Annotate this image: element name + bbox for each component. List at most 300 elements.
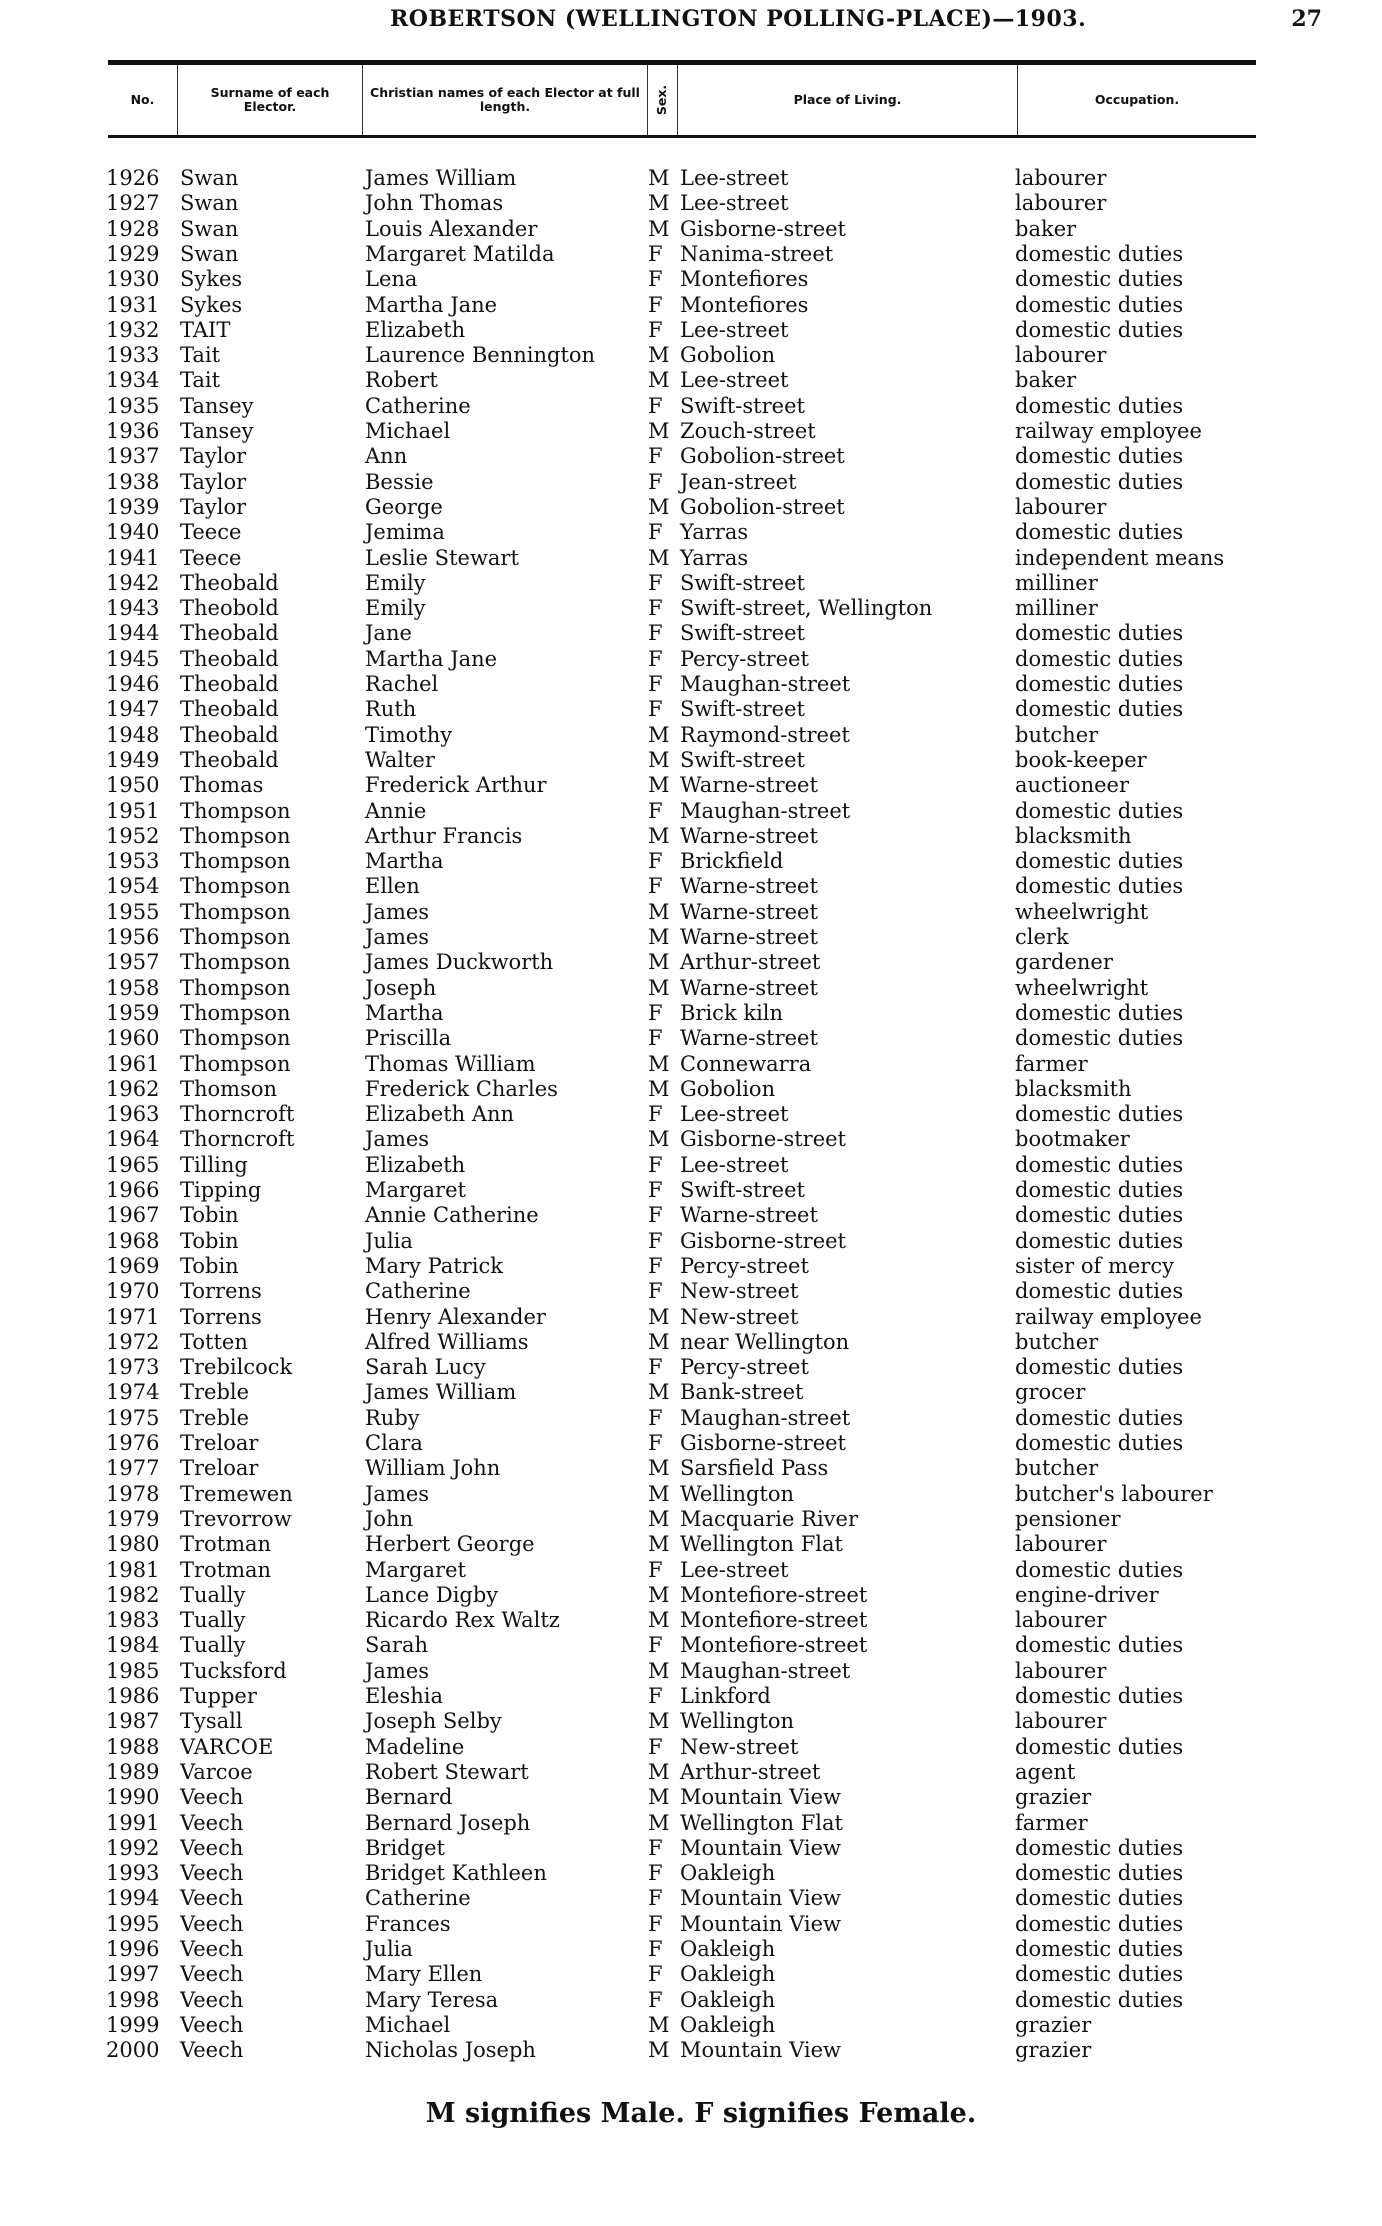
place-of-living: Percy-street [680, 1253, 809, 1278]
surname: Thompson [180, 950, 291, 975]
sex: F [648, 267, 663, 292]
occupation: domestic duties [1015, 1405, 1184, 1430]
table-row [0, 1178, 1382, 1203]
occupation: domestic duties [1015, 1203, 1184, 1228]
christian-names: Alfred Williams [365, 1329, 529, 1354]
sex: F [648, 1102, 663, 1127]
occupation: domestic duties [1015, 292, 1184, 317]
table-row [0, 1735, 1382, 1760]
christian-names: Margaret [365, 1557, 466, 1582]
table-row [0, 1001, 1382, 1026]
surname: Thompson [180, 1026, 291, 1051]
occupation: grazier [1015, 2012, 1092, 2037]
table-row [0, 267, 1382, 292]
christian-names: Lance Digby [365, 1582, 499, 1607]
surname: Teece [180, 520, 242, 545]
surname: Taylor [180, 444, 247, 469]
place-of-living: Brick kiln [680, 1000, 784, 1025]
sex: F [648, 1557, 663, 1582]
occupation: domestic duties [1015, 1102, 1184, 1127]
place-of-living: Montefiores [680, 292, 809, 317]
occupation: gardener [1015, 950, 1113, 975]
table-row [0, 1077, 1382, 1102]
occupation: domestic duties [1015, 1557, 1184, 1582]
christian-names: James William [365, 166, 517, 190]
sex: M [648, 545, 670, 570]
place-of-living: Warne-street [680, 899, 818, 924]
occupation: railway employee [1015, 1304, 1202, 1329]
place-of-living: Lee-street [680, 191, 789, 216]
place-of-living: Lee-street [680, 317, 789, 342]
elector-number: 1999 [106, 2012, 160, 2037]
elector-number: 1988 [106, 1734, 160, 1759]
table-row [0, 925, 1382, 950]
table-row [0, 1127, 1382, 1152]
surname: Theobald [180, 621, 279, 646]
surname: Theobald [180, 672, 279, 696]
table-row [0, 444, 1382, 469]
place-of-living: Lee-street [680, 1152, 789, 1177]
surname: Thompson [180, 874, 291, 899]
occupation: labourer [1015, 1608, 1107, 1633]
sex: M [648, 823, 670, 848]
table-row [0, 1254, 1382, 1279]
christian-names: Leslie Stewart [365, 545, 519, 570]
table-row [0, 1709, 1382, 1734]
elector-number: 1969 [106, 1253, 160, 1278]
table-row [0, 1431, 1382, 1456]
table-row [0, 1836, 1382, 1861]
occupation: butcher [1015, 1456, 1099, 1481]
elector-number: 1974 [106, 1380, 160, 1405]
christian-names: Elizabeth [365, 1152, 466, 1177]
occupation: domestic duties [1015, 267, 1184, 292]
occupation: labourer [1015, 494, 1107, 519]
surname: Swan [180, 166, 239, 190]
sex: M [648, 368, 670, 393]
sex: M [648, 1810, 670, 1835]
occupation: domestic duties [1015, 444, 1184, 469]
place-of-living: Bank-street [680, 1380, 804, 1405]
surname: Treloar [180, 1456, 259, 1481]
place-of-living: Macquarie River [680, 1506, 858, 1531]
christian-names: Margaret Matilda [365, 241, 555, 266]
elector-number: 1937 [106, 444, 160, 469]
christian-names: Catherine [365, 1279, 471, 1304]
surname: Sykes [180, 267, 243, 292]
elector-number: 1959 [106, 1000, 160, 1025]
table-row [0, 495, 1382, 520]
christian-names: Jemima [365, 520, 445, 545]
christian-names: Rachel [365, 672, 439, 696]
surname: Treble [180, 1380, 250, 1405]
christian-names: Robert [365, 368, 438, 393]
surname: Theobold [180, 596, 279, 621]
surname: Tobin [180, 1203, 239, 1228]
elector-number: 1933 [106, 343, 160, 368]
christian-names: Bernard [365, 1785, 453, 1810]
surname: Thompson [180, 899, 291, 924]
elector-number: 1958 [106, 975, 160, 1000]
occupation: agent [1015, 1759, 1076, 1784]
elector-number: 1989 [106, 1759, 160, 1784]
table-row [0, 217, 1382, 242]
christian-names: James [365, 899, 430, 924]
occupation: domestic duties [1015, 1178, 1184, 1202]
sex: M [648, 1785, 670, 1810]
table-row [0, 1608, 1382, 1633]
sex: M [648, 899, 670, 924]
christian-names: Catherine [365, 393, 471, 418]
table-row [0, 1785, 1382, 1810]
christian-names: Ruth [365, 697, 417, 722]
surname: Thompson [180, 925, 291, 949]
occupation: labourer [1015, 1658, 1107, 1683]
table-row [0, 1507, 1382, 1532]
occupation: wheelwright [1015, 899, 1149, 924]
christian-names: Frances [365, 1911, 451, 1936]
place-of-living: Percy-street [680, 646, 809, 671]
occupation: butcher [1015, 1329, 1099, 1354]
place-of-living: New-street [680, 1734, 799, 1759]
surname: Thompson [180, 823, 291, 848]
sex: M [648, 1532, 670, 1557]
sex: M [648, 216, 670, 241]
christian-names: James [365, 925, 430, 949]
christian-names: Bernard Joseph [365, 1810, 531, 1835]
page-number: 27 [1291, 6, 1322, 32]
sex: M [648, 950, 670, 975]
place-of-living: Sarsfield Pass [680, 1456, 829, 1481]
elector-number: 1941 [106, 545, 160, 570]
surname: Teece [180, 545, 242, 570]
sex: F [648, 292, 663, 317]
elector-number: 1930 [106, 267, 160, 292]
elector-number: 1984 [106, 1633, 160, 1658]
christian-names: Catherine [365, 1886, 471, 1911]
column-header-place: Place of Living. [678, 65, 1018, 135]
sex: F [648, 798, 663, 823]
christian-names: Frederick Charles [365, 1076, 558, 1101]
sex: M [648, 191, 670, 216]
elector-number: 1982 [106, 1582, 160, 1607]
surname: Tupper [180, 1684, 257, 1708]
place-of-living: Gisborne-street [680, 1431, 846, 1455]
place-of-living: Lee-street [680, 368, 789, 393]
place-of-living: Oakleigh [680, 1937, 776, 1961]
occupation: blacksmith [1015, 823, 1132, 848]
table-row [0, 1279, 1382, 1304]
place-of-living: New-street [680, 1279, 799, 1304]
table-row [0, 1153, 1382, 1178]
table-row [0, 1912, 1382, 1937]
elector-number: 1995 [106, 1911, 160, 1936]
surname: Trevorrow [180, 1506, 292, 1531]
christian-names: James Duckworth [365, 950, 554, 975]
table-row [0, 470, 1382, 495]
occupation: blacksmith [1015, 1076, 1132, 1101]
occupation: domestic duties [1015, 1962, 1184, 1987]
table-row [0, 1583, 1382, 1608]
elector-number: 1964 [106, 1127, 160, 1152]
sex: M [648, 975, 670, 1000]
occupation: labourer [1015, 166, 1107, 190]
surname: Tremewen [180, 1481, 293, 1506]
place-of-living: Swift-street [680, 697, 805, 722]
sex: M [648, 1329, 670, 1354]
table-row [0, 343, 1382, 368]
surname: Treloar [180, 1431, 259, 1455]
elector-number: 1934 [106, 368, 160, 393]
surname: Varcoe [180, 1759, 253, 1784]
table-row [0, 2038, 1382, 2063]
christian-names: Elizabeth Ann [365, 1102, 515, 1127]
elector-number: 1966 [106, 1178, 160, 1202]
table-row [0, 1380, 1382, 1405]
table-row [0, 1659, 1382, 1684]
place-of-living: Oakleigh [680, 1861, 776, 1886]
place-of-living: Gisborne-street [680, 1127, 846, 1152]
elector-number: 1953 [106, 849, 160, 874]
place-of-living: Oakleigh [680, 1962, 776, 1987]
place-of-living: New-street [680, 1304, 799, 1329]
occupation: domestic duties [1015, 1355, 1184, 1380]
column-header-no: No. [108, 65, 178, 135]
table-row [0, 672, 1382, 697]
column-header-sex-label: Sex. [654, 84, 670, 116]
place-of-living: Yarras [680, 520, 749, 545]
table-row [0, 1305, 1382, 1330]
sex: M [648, 747, 670, 772]
christian-names: Walter [365, 747, 435, 772]
christian-names: John [365, 1506, 414, 1531]
place-of-living: Montefiore-street [680, 1608, 868, 1633]
table-row [0, 1330, 1382, 1355]
page-header [0, 6, 1382, 40]
place-of-living: Arthur-street [680, 950, 821, 975]
occupation: labourer [1015, 1709, 1107, 1734]
elector-number: 1954 [106, 874, 160, 899]
christian-names: Martha [365, 1000, 444, 1025]
table-row [0, 1406, 1382, 1431]
christian-names: Michael [365, 2012, 451, 2037]
table-row [0, 1558, 1382, 1583]
place-of-living: Gisborne-street [680, 1228, 846, 1253]
occupation: wheelwright [1015, 975, 1149, 1000]
occupation: railway employee [1015, 419, 1202, 443]
christian-names: Margaret [365, 1178, 466, 1202]
christian-names: Robert Stewart [365, 1759, 529, 1784]
sex: F [648, 570, 663, 595]
christian-names: Laurence Bennington [365, 343, 596, 368]
sex: M [648, 1304, 670, 1329]
christian-names: Eleshia [365, 1684, 444, 1708]
sex: M [648, 494, 670, 519]
table-header [108, 60, 1256, 138]
christian-names: Priscilla [365, 1026, 452, 1051]
place-of-living: Warne-street [680, 1203, 818, 1228]
place-of-living: Wellington [680, 1481, 795, 1506]
place-of-living: Lee-street [680, 166, 789, 190]
place-of-living: Warne-street [680, 925, 818, 949]
place-of-living: Warne-street [680, 773, 818, 798]
elector-number: 1943 [106, 596, 160, 621]
christian-names: Joseph [365, 975, 437, 1000]
sex: F [648, 1633, 663, 1658]
place-of-living: Gobolion-street [680, 444, 845, 469]
christian-names: Nicholas Joseph [365, 2038, 536, 2063]
page-title: ROBERTSON (WELLINGTON POLLING-PLACE)—1903. [390, 6, 1087, 32]
surname: Tysall [180, 1709, 243, 1734]
surname: Veech [180, 1911, 244, 1936]
elector-number: 1967 [106, 1203, 160, 1228]
elector-number: 1931 [106, 292, 160, 317]
elector-number: 1926 [106, 166, 160, 190]
table-row [0, 697, 1382, 722]
surname: Thomson [180, 1076, 278, 1101]
table-row [0, 976, 1382, 1001]
elector-number: 1939 [106, 494, 160, 519]
place-of-living: Lee-street [680, 1557, 789, 1582]
table-row [0, 1988, 1382, 2013]
surname: Veech [180, 1810, 244, 1835]
surname: Tansey [180, 393, 254, 418]
christian-names: Henry Alexander [365, 1304, 546, 1329]
elector-number: 1938 [106, 469, 160, 494]
sex: M [648, 1506, 670, 1531]
surname: Treble [180, 1405, 250, 1430]
elector-number: 1956 [106, 925, 160, 949]
place-of-living: Warne-street [680, 1026, 818, 1051]
table-row [0, 419, 1382, 444]
christian-names: Lena [365, 267, 418, 292]
table-row [0, 1886, 1382, 1911]
surname: Tilling [180, 1152, 248, 1177]
elector-number: 1962 [106, 1076, 160, 1101]
place-of-living: Linkford [680, 1684, 771, 1708]
place-of-living: Maughan-street [680, 1405, 851, 1430]
sex: F [648, 1911, 663, 1936]
place-of-living: Swift-street, Wellington [680, 596, 933, 621]
elector-number: 1971 [106, 1304, 160, 1329]
table-row [0, 773, 1382, 798]
christian-names: Herbert George [365, 1532, 535, 1557]
sex: M [648, 773, 670, 798]
surname: Tobin [180, 1228, 239, 1253]
christian-names: Mary Patrick [365, 1253, 503, 1278]
elector-number: 1960 [106, 1026, 160, 1051]
christian-names: Emily [365, 596, 426, 621]
sex: M [648, 1076, 670, 1101]
place-of-living: Wellington [680, 1709, 795, 1734]
surname: Tobin [180, 1253, 239, 1278]
occupation: milliner [1015, 596, 1098, 621]
sex: M [648, 1608, 670, 1633]
surname: Tually [180, 1608, 246, 1633]
elector-number: 1968 [106, 1228, 160, 1253]
elector-number: 1994 [106, 1886, 160, 1911]
occupation: domestic duties [1015, 672, 1184, 696]
table-row [0, 242, 1382, 267]
christian-names: Madeline [365, 1734, 465, 1759]
elector-number: 2000 [106, 2038, 160, 2063]
sex: M [648, 1481, 670, 1506]
occupation: milliner [1015, 570, 1098, 595]
surname: Swan [180, 191, 239, 216]
place-of-living: Montefiore-street [680, 1582, 868, 1607]
surname: Tually [180, 1582, 246, 1607]
surname: Veech [180, 1987, 244, 2012]
elector-number: 1951 [106, 798, 160, 823]
occupation: domestic duties [1015, 1152, 1184, 1177]
place-of-living: Warne-street [680, 823, 818, 848]
surname: TAIT [180, 317, 231, 342]
christian-names: Bessie [365, 469, 434, 494]
place-of-living: Mountain View [680, 1886, 841, 1911]
occupation: farmer [1015, 1051, 1088, 1076]
place-of-living: Brickfield [680, 849, 784, 874]
table-row [0, 1937, 1382, 1962]
occupation: domestic duties [1015, 1000, 1184, 1025]
sex: F [648, 393, 663, 418]
sex: M [648, 1582, 670, 1607]
elector-number: 1987 [106, 1709, 160, 1734]
sex: M [648, 1380, 670, 1405]
sex: F [648, 1886, 663, 1911]
christian-names: Louis Alexander [365, 216, 538, 241]
christian-names: Julia [365, 1228, 413, 1253]
elector-number: 1932 [106, 317, 160, 342]
occupation: domestic duties [1015, 874, 1184, 899]
occupation: domestic duties [1015, 1835, 1184, 1860]
surname: Veech [180, 2012, 244, 2037]
elector-number: 1991 [106, 1810, 160, 1835]
surname: Theobald [180, 570, 279, 595]
place-of-living: Swift-street [680, 621, 805, 646]
elector-number: 1975 [106, 1405, 160, 1430]
table-row [0, 748, 1382, 773]
place-of-living: Zouch-street [680, 419, 816, 443]
sex: F [648, 1355, 663, 1380]
sex: M [648, 2012, 670, 2037]
sex: F [648, 621, 663, 646]
place-of-living: Percy-street [680, 1355, 809, 1380]
occupation: domestic duties [1015, 1279, 1184, 1304]
table-row [0, 824, 1382, 849]
place-of-living: Connewarra [680, 1051, 812, 1076]
elector-number: 1944 [106, 621, 160, 646]
occupation: labourer [1015, 1532, 1107, 1557]
elector-number: 1980 [106, 1532, 160, 1557]
table-row [0, 1760, 1382, 1785]
surname: Sykes [180, 292, 243, 317]
place-of-living: Wellington Flat [680, 1532, 843, 1557]
table-row [0, 1203, 1382, 1228]
sex: M [648, 1759, 670, 1784]
column-header-surname: Surname of each Elector. [178, 65, 363, 135]
sex: F [648, 697, 663, 722]
occupation: labourer [1015, 191, 1107, 216]
elector-number: 1997 [106, 1962, 160, 1987]
christian-names: Annie [365, 798, 427, 823]
christian-names: Martha Jane [365, 292, 498, 317]
elector-number: 1935 [106, 393, 160, 418]
elector-number: 1950 [106, 773, 160, 798]
table-row [0, 166, 1382, 191]
occupation: butcher's labourer [1015, 1481, 1213, 1506]
christian-names: James [365, 1658, 430, 1683]
sex: F [648, 1861, 663, 1886]
